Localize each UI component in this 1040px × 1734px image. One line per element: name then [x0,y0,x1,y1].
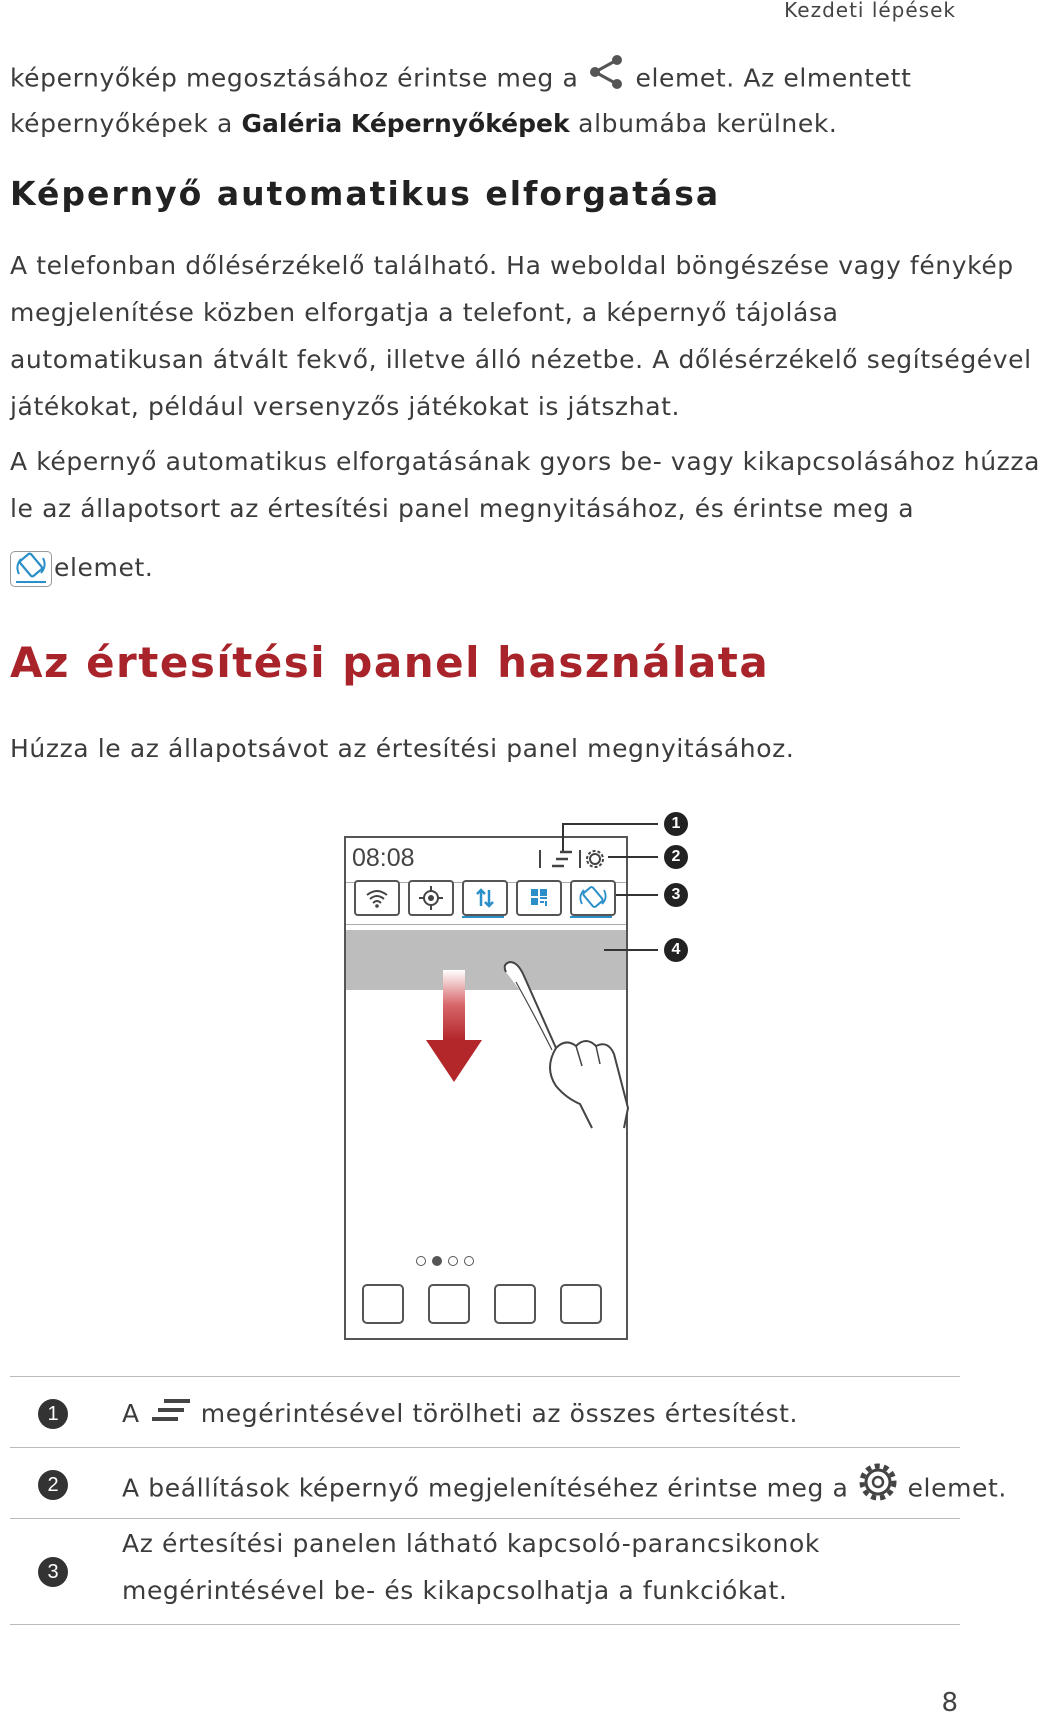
callout-3: 3 [664,883,688,907]
phone-illustration [344,836,628,1340]
rotation-para2-line-2: le az állapotsort az értesítési panel megnyitásához, és érintse meg a [10,494,915,523]
rotation-para2-line-1: A képernyő automatikus elforgatásának gyors be- vagy kikapcsolásához húzza [10,447,1040,476]
page-dot [464,1256,474,1266]
qs-rotate-indicator [570,916,612,918]
legend-text-3-line-1: Az értesítési panelen látható kapcsoló-parancsikonok [122,1529,820,1558]
qs-data-icon[interactable] [462,880,508,916]
qs-divider [346,924,626,925]
legend-rule [10,1447,960,1448]
rotation-para1-line-2: megjelenítése közben elforgatja a telefont, a képernyő tájolása [10,298,839,327]
legend-1-after: megérintésével törölheti az összes értesítést. [200,1399,799,1428]
callout-4: 4 [664,938,688,962]
hand-icon [496,958,636,1132]
callout-line-3 [616,894,658,896]
rotation-para2-last: elemet. [54,553,154,582]
qs-rotate-icon[interactable] [570,880,616,916]
legend-num-3: 3 [38,1557,68,1587]
intro-line-1 [10,54,911,105]
page-dot-active [432,1256,442,1266]
callout-2: 2 [664,845,688,869]
legend-text-3-line-2: megérintésével be- és kikapcsolhatja a funkciókat. [122,1576,788,1605]
qs-data-indicator [462,916,504,918]
page-dot [416,1256,426,1266]
callout-line-2 [608,856,658,858]
legend-1-before: A [122,1399,140,1428]
qs-location-icon[interactable] [408,880,454,916]
intro-line-2 [10,101,837,147]
dock-app-4[interactable] [560,1284,602,1324]
settings-gear-icon [857,1462,899,1517]
clear-all-icon [148,1392,192,1438]
legend-rule [10,1518,960,1519]
rotation-para1-line-1: A telefonban dőlésérzékelő található. Ha weboldal böngészése vagy fénykép [10,251,1014,280]
intro-line-1-before: képernyőkép megosztásához érintse meg a [10,63,579,93]
intro-line-1-after: elemet. Az elmentett [635,63,912,93]
legend-rule [10,1624,960,1625]
notification-heading: Az értesítési panel használata [10,638,770,687]
intro-line-2-after: albumába kerülnek. [578,109,838,138]
rotation-heading: Képernyő automatikus elforgatása [10,174,721,213]
share-icon [587,54,627,105]
dock-app-3[interactable] [494,1284,536,1324]
legend-text-1 [122,1391,798,1438]
swipe-down-arrow-icon [424,970,484,1086]
callout-1: 1 [664,812,688,836]
legend-num-1: 1 [38,1399,68,1429]
rotation-para2-line-3 [10,545,153,591]
legend-num-2: 2 [38,1470,68,1500]
dock-app-2[interactable] [428,1284,470,1324]
rotation-para1-line-4: játékokat, például versenyzős játékokat is játszhat. [10,392,681,421]
legend-2-before: A beállítások képernyő megjelenítéséhez érintse meg a [122,1473,849,1503]
callout-line-1-drop [562,823,564,851]
status-clear-all-icon [538,848,610,876]
auto-rotate-icon [10,551,52,587]
page-number: 8 [941,1688,958,1718]
callout-line-1 [562,823,658,825]
intro-line-2-before: képernyőképek a [10,109,233,138]
gallery-album-name: Galéria Képernyőképek [241,109,570,138]
status-bar-time: 08:08 [352,844,415,872]
notification-intro: Húzza le az állapotsávot az értesítési panel megnyitásához. [10,734,795,763]
callout-line-4 [604,949,658,951]
rotation-para1-line-3: automatikusan átvált fekvő, illetve álló nézetbe. A dőlésérzékelő segítségével [10,345,1032,374]
qs-wifi-icon[interactable] [354,880,400,916]
legend-2-after: elemet. [907,1473,1007,1503]
section-header: Kezdeti lépések [784,0,956,22]
qs-qr-icon[interactable] [516,880,562,916]
dock-app-1[interactable] [362,1284,404,1324]
legend-text-2 [122,1462,1007,1517]
page-dot [448,1256,458,1266]
legend-rule [10,1376,960,1377]
